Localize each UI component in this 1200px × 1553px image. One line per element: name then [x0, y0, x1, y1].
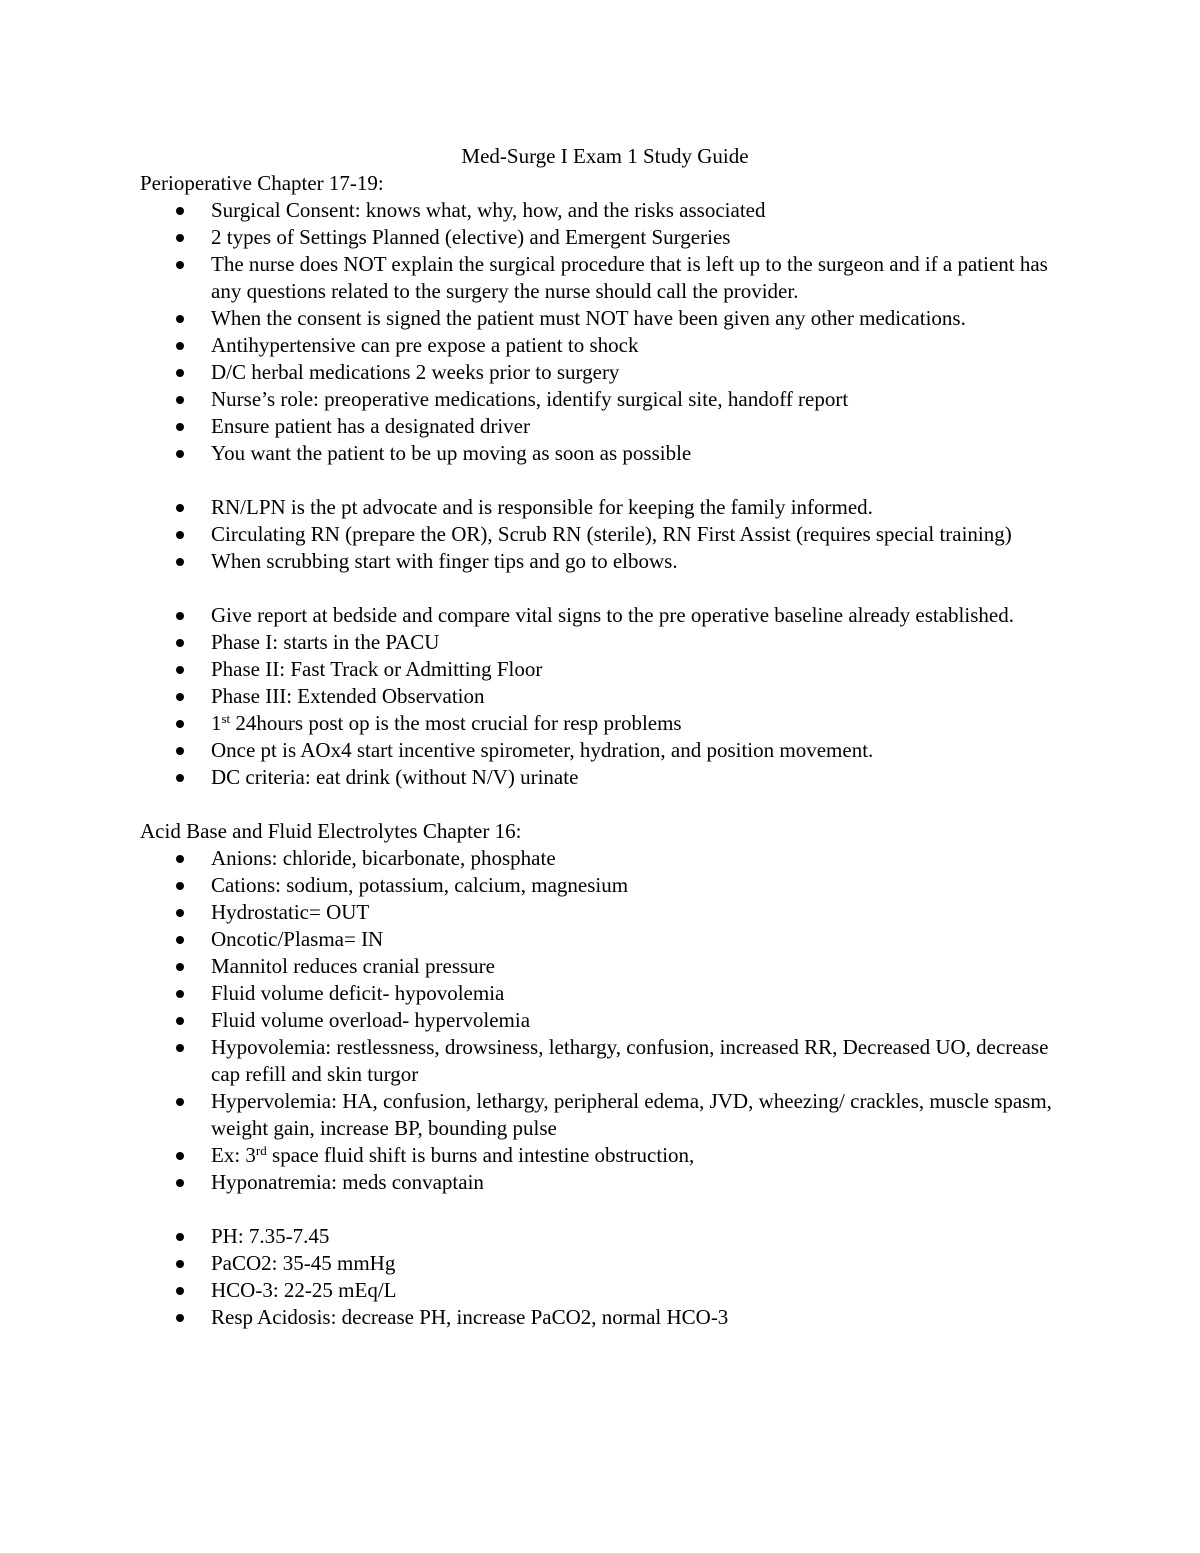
sections-container	[140, 170, 1070, 1331]
list-item-text: DC criteria: eat drink (without N/V) urinate	[211, 765, 579, 789]
list-item-text: When scrubbing start with finger tips and go to elbows.	[211, 549, 678, 573]
list-item	[140, 548, 1070, 575]
list-item-text: You want the patient to be up moving as soon as possible	[211, 441, 692, 465]
bullet-list	[140, 197, 1070, 467]
list-item-text: Ex: 3	[211, 1143, 256, 1167]
list-item-text: Phase II: Fast Track or Admitting Floor	[211, 657, 543, 681]
bullet-icon	[176, 1260, 184, 1268]
bullet-list	[140, 494, 1070, 575]
bullet-icon	[176, 207, 184, 215]
list-item-text: Hyponatremia: meds convaptain	[211, 1170, 484, 1194]
list-item	[140, 1304, 1070, 1331]
bullet-icon	[176, 261, 184, 269]
list-item-text: 24hours post op is the most crucial for resp problems	[230, 711, 682, 735]
bullet-icon	[176, 1098, 184, 1106]
list-item-text: Phase I: starts in the PACU	[211, 630, 440, 654]
list-item-text: PaCO2: 35-45 mmHg	[211, 1251, 396, 1275]
list-item-text: 2 types of Settings Planned (elective) and Emergent Surgeries	[211, 225, 731, 249]
bullet-list	[140, 602, 1070, 791]
list-item	[140, 494, 1070, 521]
bullet-icon	[176, 1017, 184, 1025]
ordinal-suffix: st	[221, 711, 231, 726]
list-item-text: PH: 7.35-7.45	[211, 1224, 330, 1248]
bullet-icon	[176, 234, 184, 242]
bullet-icon	[176, 342, 184, 350]
list-item	[140, 413, 1070, 440]
list-item-text: Fluid volume overload- hypervolemia	[211, 1008, 531, 1032]
ordinal-suffix: rd	[255, 1143, 267, 1158]
section-heading: Acid Base and Fluid Electrolytes Chapter 16:	[140, 819, 522, 843]
list-item-text: Antihypertensive can pre expose a patient to shock	[211, 333, 639, 357]
list-item-text: Once pt is AOx4 start incentive spirometer, hydration, and position movement.	[211, 738, 874, 762]
bullet-icon	[176, 1314, 184, 1322]
bullet-icon	[176, 909, 184, 917]
bullet-icon	[176, 612, 184, 620]
section-spacer	[140, 791, 1070, 818]
list-item	[140, 359, 1070, 386]
list-item	[140, 1169, 1070, 1196]
list-item-text: Mannitol reduces cranial pressure	[211, 954, 495, 978]
bullet-icon	[176, 1152, 184, 1160]
section-heading: Perioperative Chapter 17-19:	[140, 171, 384, 195]
list-item	[140, 764, 1070, 791]
bullet-icon	[176, 1044, 184, 1052]
bullet-icon	[176, 666, 184, 674]
list-item	[140, 440, 1070, 467]
list-item	[140, 872, 1070, 899]
bullet-icon	[176, 558, 184, 566]
list-item-text: Cations: sodium, potassium, calcium, magnesium	[211, 873, 629, 897]
bullet-icon	[176, 396, 184, 404]
list-item-text: Phase III: Extended Observation	[211, 684, 485, 708]
bullet-icon	[176, 531, 184, 539]
list-item	[140, 1250, 1070, 1277]
list-item	[140, 1034, 1070, 1088]
bullet-list	[140, 845, 1070, 1196]
list-item-text: Fluid volume deficit- hypovolemia	[211, 981, 505, 1005]
list-item-text: Nurse’s role: preoperative medications, identify surgical site, handoff report	[211, 387, 849, 411]
bullet-icon	[176, 369, 184, 377]
bullet-icon	[176, 1179, 184, 1187]
list-item-text: Oncotic/Plasma= IN	[211, 927, 384, 951]
list-item	[140, 737, 1070, 764]
list-item-text: The nurse does NOT explain the surgical procedure that is left up to the surgeon and if a patient has any questions related to the surgery the nurse should call the provider.	[211, 252, 1048, 303]
list-item	[140, 1142, 1070, 1169]
bullet-icon	[176, 936, 184, 944]
group-spacer	[140, 575, 1070, 602]
list-item	[140, 1223, 1070, 1250]
list-item	[140, 845, 1070, 872]
list-item	[140, 1277, 1070, 1304]
bullet-icon	[176, 450, 184, 458]
bullet-list	[140, 1223, 1070, 1331]
bullet-icon	[176, 963, 184, 971]
list-item-text: D/C herbal medications 2 weeks prior to surgery	[211, 360, 620, 384]
list-item	[140, 899, 1070, 926]
list-item-text: RN/LPN is the pt advocate and is responsible for keeping the family informed.	[211, 495, 873, 519]
group-spacer	[140, 1196, 1070, 1223]
list-item	[140, 926, 1070, 953]
group-spacer	[140, 467, 1070, 494]
list-item	[140, 197, 1070, 224]
bullet-icon	[176, 747, 184, 755]
list-item	[140, 602, 1070, 629]
document-body	[140, 143, 1070, 1331]
list-item-text: Ensure patient has a designated driver	[211, 414, 530, 438]
list-item	[140, 386, 1070, 413]
bullet-icon	[176, 855, 184, 863]
bullet-icon	[176, 1233, 184, 1241]
list-item-text: HCO-3: 22-25 mEq/L	[211, 1278, 397, 1302]
bullet-icon	[176, 639, 184, 647]
list-item	[140, 683, 1070, 710]
bullet-icon	[176, 990, 184, 998]
list-item-text: When the consent is signed the patient must NOT have been given any other medications.	[211, 306, 966, 330]
list-item	[140, 710, 1070, 737]
list-item	[140, 980, 1070, 1007]
list-item	[140, 251, 1070, 305]
list-item-text: Anions: chloride, bicarbonate, phosphate	[211, 846, 556, 870]
list-item	[140, 656, 1070, 683]
list-item	[140, 332, 1070, 359]
list-item-text: Hypervolemia: HA, confusion, lethargy, peripheral edema, JVD, wheezing/ crackles, muscle spasm, weight gain, increase BP, bounding pulse	[211, 1089, 1052, 1140]
list-item-text: space fluid shift is burns and intestine obstruction,	[266, 1143, 695, 1167]
bullet-icon	[176, 504, 184, 512]
list-item-text: Resp Acidosis: decrease PH, increase PaCO2, normal HCO-3	[211, 1305, 729, 1329]
bullet-icon	[176, 882, 184, 890]
list-item	[140, 521, 1070, 548]
list-item-text: 1	[211, 711, 222, 735]
list-item-text: Hypovolemia: restlessness, drowsiness, lethargy, confusion, increased RR, Decreased UO, decrease cap refill and skin turgor	[211, 1035, 1049, 1086]
list-item-text: Hydrostatic= OUT	[211, 900, 370, 924]
list-item-text: Surgical Consent: knows what, why, how, and the risks associated	[211, 198, 766, 222]
list-item	[140, 1088, 1070, 1142]
list-item	[140, 224, 1070, 251]
list-item	[140, 305, 1070, 332]
list-item	[140, 629, 1070, 656]
bullet-icon	[176, 720, 184, 728]
bullet-icon	[176, 315, 184, 323]
bullet-icon	[176, 693, 184, 701]
list-item-text: Circulating RN (prepare the OR), Scrub RN (sterile), RN First Assist (requires special training)	[211, 522, 1012, 546]
list-item	[140, 953, 1070, 980]
bullet-icon	[176, 774, 184, 782]
bullet-icon	[176, 1287, 184, 1295]
document-title: Med-Surge I Exam 1 Study Guide	[461, 144, 749, 168]
list-item-text: Give report at bedside and compare vital signs to the pre operative baseline already established.	[211, 603, 1014, 627]
list-item	[140, 1007, 1070, 1034]
bullet-icon	[176, 423, 184, 431]
